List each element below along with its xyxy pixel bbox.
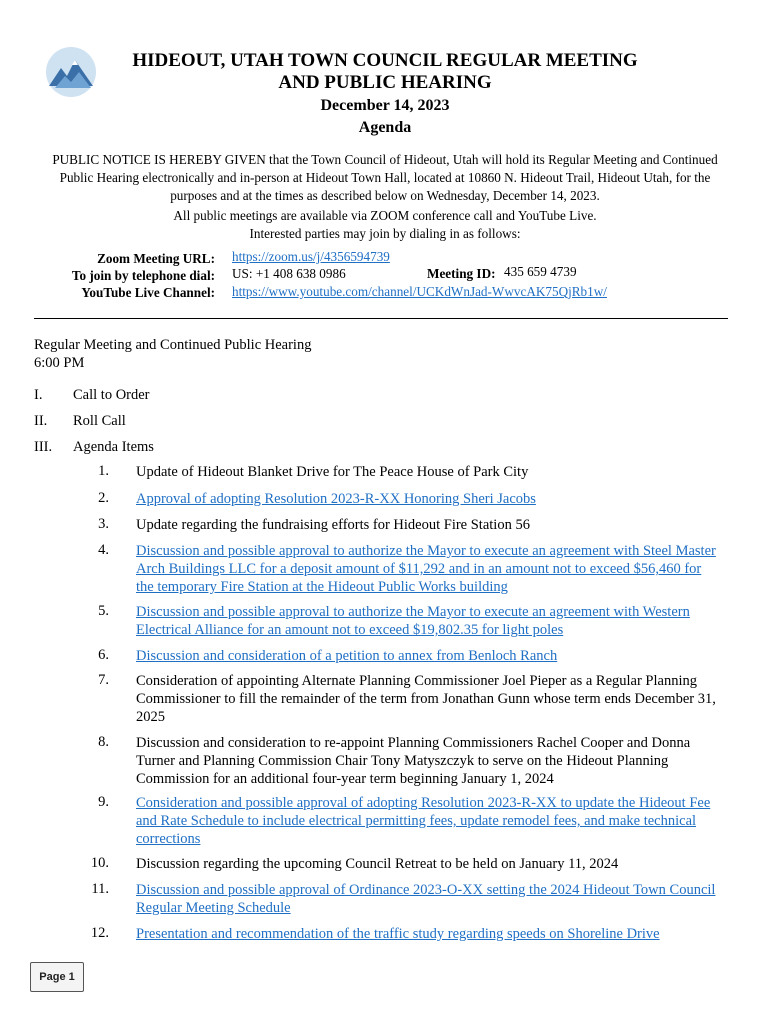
call-to-order: Call to Order <box>73 387 150 403</box>
roman-numeral: III. <box>34 439 53 455</box>
youtube-label: YouTube Live Channel: <box>81 285 215 300</box>
agenda-item-12-link[interactable]: Presentation and recommendation of the traffic study regarding speeds on Shoreline Drive <box>136 926 660 942</box>
agenda-item-10: Discussion regarding the upcoming Council Retreat to be held on January 11, 2024 <box>136 856 619 872</box>
item-number: 6. <box>98 647 109 663</box>
agenda-item-8: Discussion and consideration to re-appoint Planning Commissioners Rachel Cooper and Donna Turner and Planning Commission Chair Tony Matyszczyk to serve on the Hideout Planning Commission for an additional four-year term beginning January 1, 2024 <box>136 735 691 787</box>
agenda-item-7: Consideration of appointing Alternate Planning Commissioner Joel Pieper as a Regular Planning Commissioner to fill the remainder of the term from Jonathan Gunn whose term ends December 31, 2025 <box>136 673 716 725</box>
section-title: Regular Meeting and Continued Public Hearing <box>34 337 312 353</box>
youtube-channel-link[interactable]: https://www.youtube.com/channel/UCKdWnJad-WwvcAK75QjRb1w/ <box>232 284 607 299</box>
title-line-1: HIDEOUT, UTAH TOWN COUNCIL REGULAR MEETING <box>132 50 638 71</box>
agenda-item-5-link[interactable]: Discussion and possible approval to authorize the Mayor to execute an agreement with Western Electrical Alliance for an amount not to exceed $19,802.35 for light poles <box>136 604 690 638</box>
item-number: 11. <box>91 881 109 897</box>
zoom-url-label: Zoom Meeting URL: <box>97 251 215 266</box>
phone-label: To join by telephone dial: <box>71 268 215 283</box>
section-time: 6:00 PM <box>34 355 85 371</box>
meeting-date: December 14, 2023 <box>320 97 450 114</box>
item-number: 2. <box>98 490 109 506</box>
meeting-section-heading <box>34 336 311 372</box>
item-number: 5. <box>98 603 109 619</box>
item-number: 1. <box>98 463 109 479</box>
zoom-availability-note: All public meetings are available via ZOOM conference call and YouTube Live. <box>173 208 597 223</box>
meeting-id-value: 435 659 4739 <box>504 264 577 279</box>
item-number: 12. <box>90 925 109 941</box>
agenda-items-heading: Agenda Items <box>73 439 154 455</box>
page-number-badge: Page 1 <box>30 962 84 992</box>
public-notice: PUBLIC NOTICE IS HEREBY GIVEN that the Town Council of Hideout, Utah will hold its Regular Meeting and Continued Public Hearing electronically and in-person at Hideout Town Hall, located at 10860 N. Hideout Trail, Hideout Utah, for the purposes and at the times as described below on Wednesday, December 14, 2023. <box>52 152 718 203</box>
divider <box>34 318 728 319</box>
dial-in-note: Interested parties may join by dialing in as follows: <box>249 226 521 241</box>
agenda-item-4-link[interactable]: Discussion and possible approval to authorize the Mayor to execute an agreement with Steel Master Arch Buildings LLC for a deposit amount of $11,292 and in an amount not to exceed $56,460 for the temporary Fire Station at the Hideout Public Works building <box>136 543 716 595</box>
agenda-item-3: Update regarding the fundraising efforts for Hideout Fire Station 56 <box>136 517 530 533</box>
item-number: 10. <box>90 855 109 871</box>
roman-numeral: I. <box>34 387 43 403</box>
agenda-heading: Agenda <box>358 119 412 136</box>
roll-call: Roll Call <box>73 413 126 429</box>
agenda-item-2-link[interactable]: Approval of adopting Resolution 2023-R-XX Honoring Sheri Jacobs <box>136 491 536 507</box>
item-number: 7. <box>98 672 109 688</box>
zoom-url-link[interactable]: https://zoom.us/j/4356594739 <box>232 249 390 264</box>
item-number: 9. <box>98 794 109 810</box>
meeting-id-label: Meeting ID: <box>427 266 496 281</box>
town-logo-icon <box>45 46 97 98</box>
agenda-item-11-link[interactable]: Discussion and possible approval of Ordinance 2023-O-XX setting the 2024 Hideout Town Council Regular Meeting Schedule <box>136 882 716 916</box>
agenda-item-6-link[interactable]: Discussion and consideration of a petition to annex from Benloch Ranch <box>136 648 558 664</box>
roman-numeral: II. <box>34 413 48 429</box>
item-number: 8. <box>98 734 109 750</box>
phone-number: US: +1 408 638 0986 <box>232 266 346 281</box>
title-line-2: AND PUBLIC HEARING <box>278 72 492 93</box>
item-number: 4. <box>98 542 109 558</box>
item-number: 3. <box>98 516 109 532</box>
agenda-item-1: Update of Hideout Blanket Drive for The Peace House of Park City <box>136 464 529 480</box>
agenda-item-9-link[interactable]: Consideration and possible approval of adopting Resolution 2023-R-XX to update the Hideout Fee and Rate Schedule to include electrical permitting fees, update remodel fees, and make technical corrections <box>136 795 711 847</box>
